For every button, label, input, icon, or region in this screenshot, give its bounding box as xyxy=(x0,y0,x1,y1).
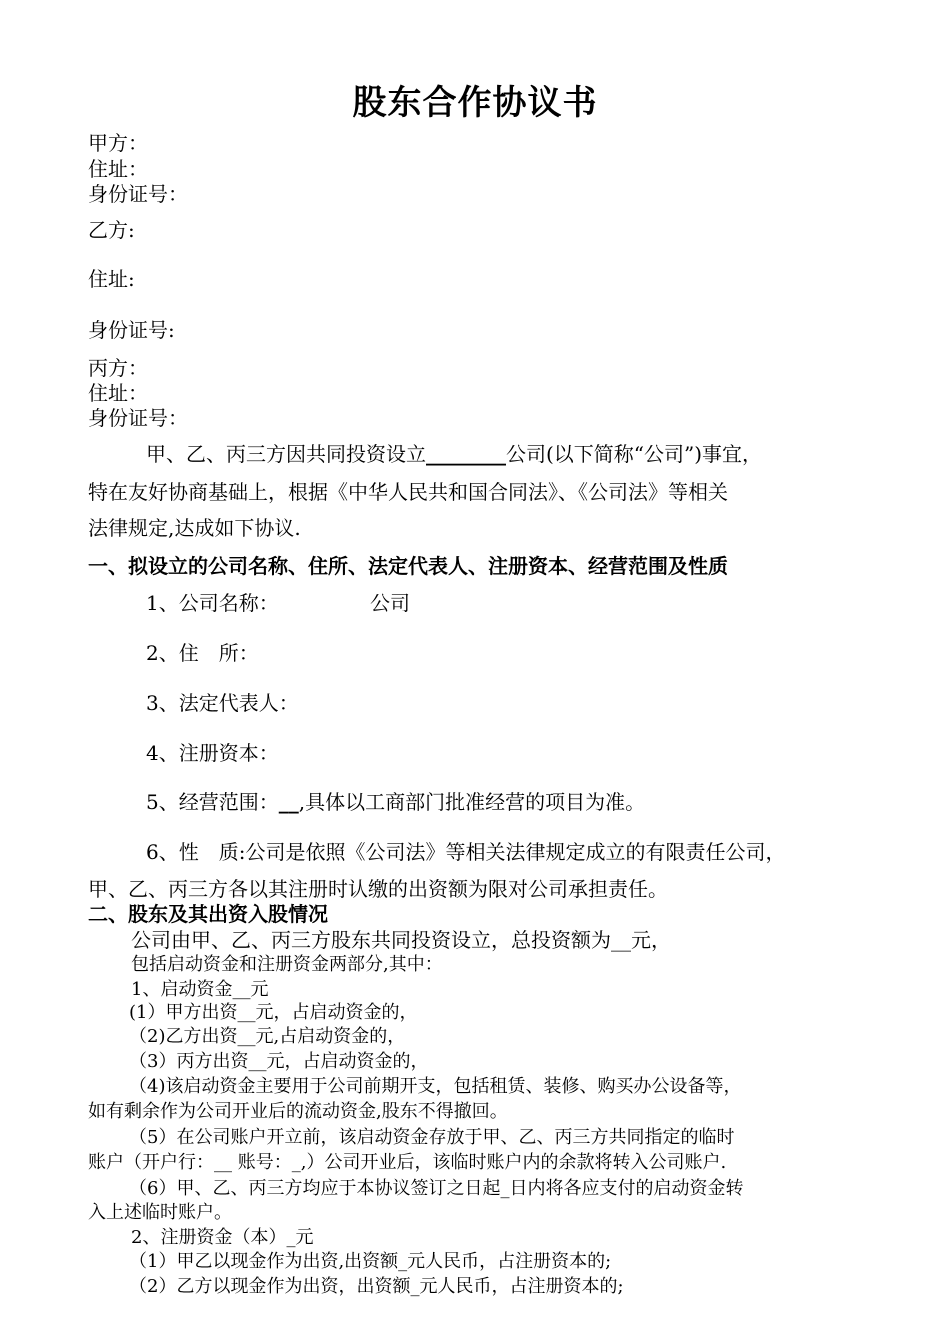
preamble-text: 甲、乙、丙三方因共同投资设立 xyxy=(146,442,426,466)
party-a-address: 住址： xyxy=(88,157,148,181)
investment-intro-2: 包括启动资金和注册资金两部分,其中： xyxy=(131,954,443,975)
company-name-blank: ________ xyxy=(426,442,506,466)
item-company-name: 1、公司名称： xyxy=(146,591,279,615)
party-b-address: 住址: xyxy=(88,267,135,291)
item-registered-capital: 4、注册资本： xyxy=(146,741,279,765)
reg-fund-item-1: （1）甲乙以现金作为出资,出资额_元人民币，占注册资本的; xyxy=(129,1251,612,1272)
item-nature-line-2: 甲、乙、丙三方各以其注册时认缴的出资额为限对公司承担责任。 xyxy=(88,877,668,901)
preamble-text: 公司(以下简称“公司”)事宜， xyxy=(506,442,763,466)
reg-fund-item-2: （2）乙方以现金作为出资，出资额_元人民币，占注册资本的; xyxy=(129,1276,624,1297)
scope-blank: __ xyxy=(278,790,299,814)
reg-fund-heading: 2、注册资金（本）_元 xyxy=(131,1227,314,1248)
start-fund-item-1: (1）甲方出资__元，占启动资金的， xyxy=(129,1002,418,1023)
item-text: ,具体以工商部门批准经营的项目为准。 xyxy=(298,790,646,814)
start-fund-item-5-line-1: （5）在公司账户开立前，该启动资金存放于甲、乙、丙三方共同指定的临时 xyxy=(129,1127,735,1148)
start-fund-item-6-line-1: （6）甲、乙、丙三方均应于本协议签订之日起_日内将各应支付的启动资金转 xyxy=(129,1178,744,1199)
party-c-id: 身份证号： xyxy=(88,406,188,430)
document-title: 股东合作协议书 xyxy=(352,83,598,123)
item-company-name-value: 公司 xyxy=(370,591,410,615)
section-2-heading: 二、股东及其出资入股情况 xyxy=(88,902,328,926)
start-fund-item-4-line-2: 如有剩余作为公司开业后的流动资金,股东不得撤回。 xyxy=(88,1101,508,1122)
start-fund-item-4-line-1: （4)该启动资金主要用于公司前期开支，包括租赁、装修、购买办公设备等， xyxy=(129,1076,742,1097)
investment-intro-1: 公司由甲、乙、丙三方股东共同投资设立，总投资额为__元， xyxy=(131,928,671,952)
party-a-name: 甲方： xyxy=(88,131,148,155)
item-nature-line-1: 6、性 质:公司是依照《公司法》等相关法律规定成立的有限责任公司， xyxy=(146,840,786,864)
preamble-line-2: 特在友好协商基础上，根据《中华人民共和国合同法》、《公司法》等相关 xyxy=(88,480,728,504)
start-fund-heading: 1、启动资金__元 xyxy=(131,979,269,1000)
party-b-name: 乙方: xyxy=(88,218,135,242)
party-c-name: 丙方： xyxy=(88,356,148,380)
item-legal-rep: 3、法定代表人： xyxy=(146,691,299,715)
start-fund-item-5-line-2: 账户（开户行：__ 账号：_,）公司开业后，该临时账户内的余款将转入公司账户. xyxy=(88,1152,727,1173)
preamble-line-1 xyxy=(146,444,762,464)
party-c-address: 住址： xyxy=(88,381,148,405)
section-1-heading: 一、拟设立的公司名称、住所、法定代表人、注册资本、经营范围及性质 xyxy=(88,554,728,578)
item-business-scope xyxy=(146,792,645,812)
party-a-id: 身份证号： xyxy=(88,182,188,206)
start-fund-item-6-line-2: 入上述临时账户。 xyxy=(88,1202,232,1223)
party-b-id: 身份证号: xyxy=(88,318,175,342)
item-text: 5、经营范围： xyxy=(146,790,279,814)
preamble-line-3: 法律规定,达成如下协议. xyxy=(88,516,301,540)
start-fund-item-3: （3）丙方出资__元，占启动资金的， xyxy=(129,1051,429,1072)
item-address: 2、住 所： xyxy=(146,641,259,665)
start-fund-item-2: （2)乙方出资__元,占启动资金的， xyxy=(129,1026,406,1047)
